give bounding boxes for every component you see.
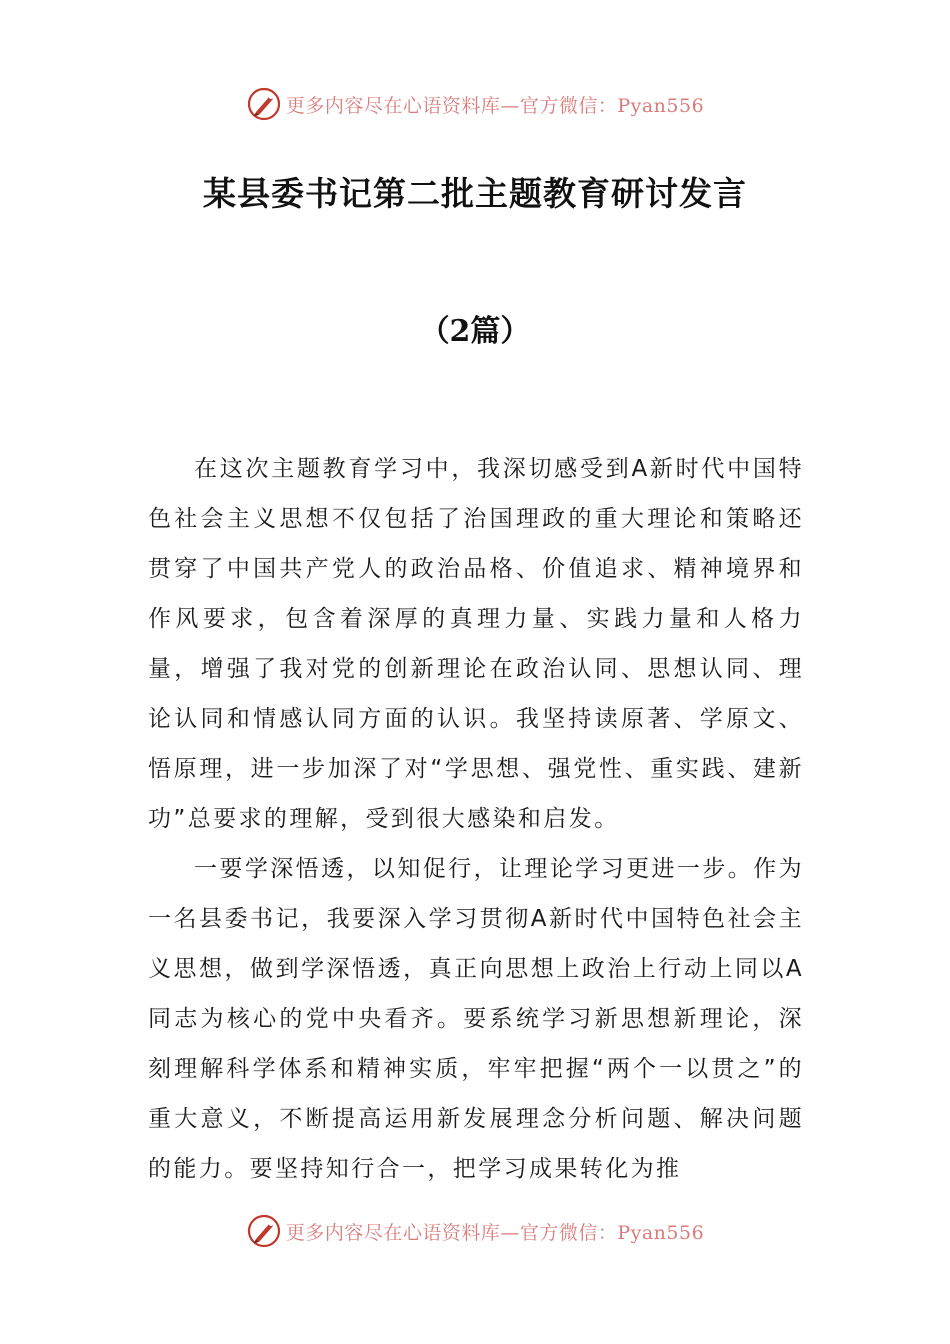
paragraph-1: 在这次主题教育学习中，我深切感受到A新时代中国特色社会主义思想不仅包括了治国理政的重大理论和策略还贯穿了中国共产党人的政治品格、价值追求、精神境界和作风要求，包含着深厚的真理力量、实践力量和人格力量，增强了我对党的创新理论在政治认同、思想认同、理论认同和情感认同方面的认识。我坚持读原著、学原文、悟原理，进一步加深了对“学思想、强党性、重实践、建新功”总要求的理解，受到很大感染和启发。 — [148, 456, 804, 832]
watermark-footer — [0, 1211, 950, 1251]
document-body — [148, 444, 804, 1194]
pen-circle-logo-icon — [246, 86, 282, 122]
paragraph-2: 一要学深悟透，以知促行，让理论学习更进一步。作为一名县委书记，我要深入学习贯彻A新时代中国特色社会主义思想，做到学深悟透，真正向思想上政治上行动上同以A同志为核心的党中央看齐。要系统学习新思想新理论，深刻理解科学体系和精神实质，牢牢把握“两个一以贯之”的重大意义，不断提高运用新发展理念分析问题、解决问题的能力。要坚持知行合一，把学习成果转化为推 — [148, 856, 804, 1182]
watermark-text: 更多内容尽在心语资料库—官方微信：Pyan556 — [285, 1221, 705, 1244]
document-subtitle: （2篇） — [419, 314, 531, 349]
pen-circle-logo-icon — [246, 1213, 282, 1249]
document-title: 某县委书记第二批主题教育研讨发言 — [203, 174, 747, 213]
watermark-text: 更多内容尽在心语资料库—官方微信：Pyan556 — [285, 94, 705, 117]
watermark-header — [0, 84, 950, 124]
